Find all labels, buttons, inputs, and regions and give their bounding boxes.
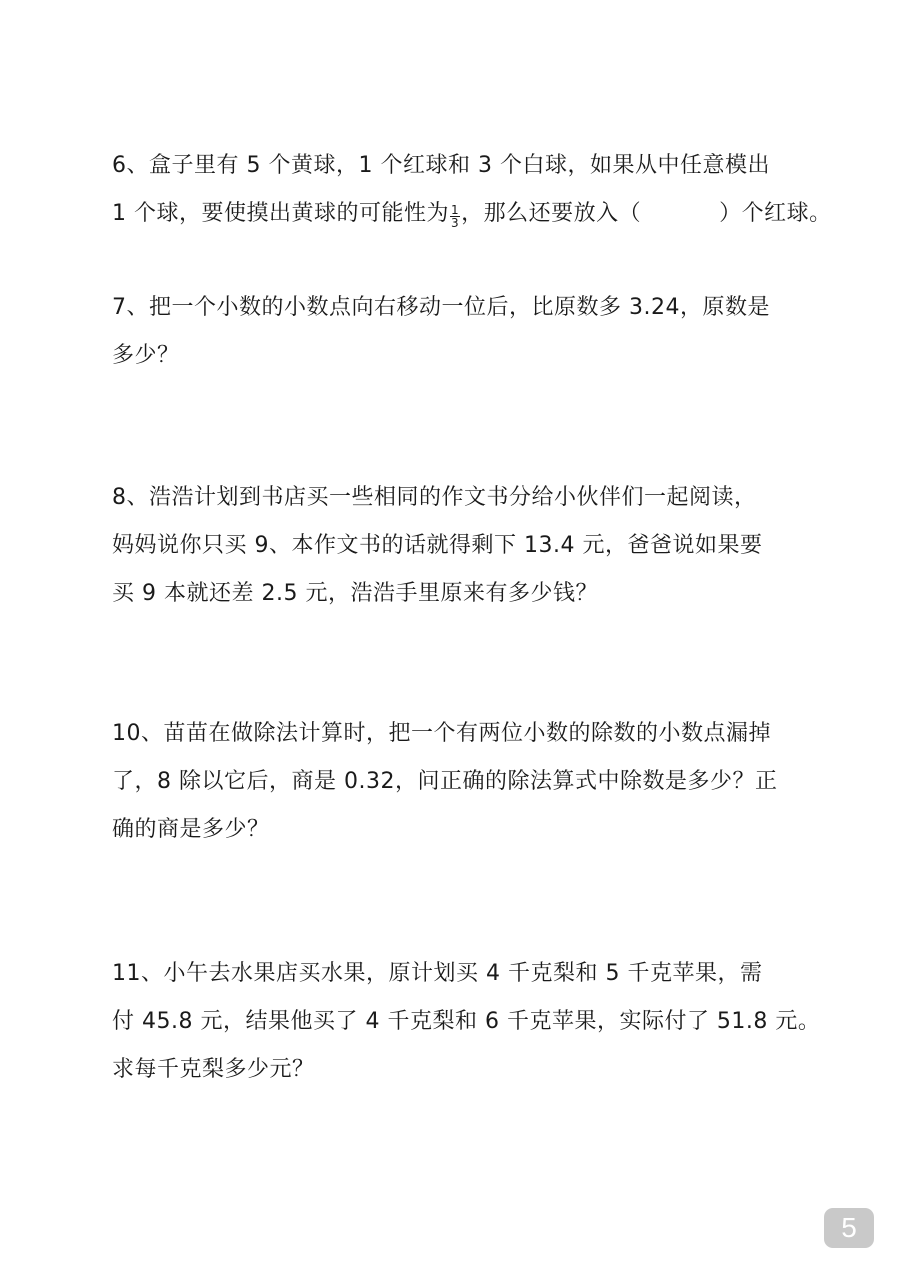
problem-8-line-1: 8、浩浩计划到书店买一些相同的作文书分给小伙伴们一起阅读， bbox=[112, 485, 757, 510]
problem-6-line-2-end: ）个红球。 bbox=[719, 201, 832, 226]
fraction-numerator: 1 bbox=[451, 202, 460, 217]
problem-10-line-3: 确的商是多少？ bbox=[112, 817, 270, 842]
fraction-one-third bbox=[450, 204, 460, 229]
problem-6-line-2-mid: ，那么还要放入（ bbox=[461, 201, 642, 226]
problem-7 bbox=[112, 284, 782, 380]
problem-10-line-1: 10、苗苗在做除法计算时，把一个有两位小数的除数的小数点漏掉 bbox=[112, 721, 771, 746]
problem-8 bbox=[112, 474, 782, 618]
problem-6 bbox=[112, 142, 832, 238]
problem-10 bbox=[112, 710, 782, 854]
problem-11 bbox=[112, 950, 821, 1094]
problem-7-line-1: 7、把一个小数的小数点向右移动一位后，比原数多 3.24，原数是 bbox=[112, 295, 770, 320]
page-number-badge: 5 bbox=[824, 1208, 874, 1248]
problem-6-line-2-text: 1 个球，要使摸出黄球的可能性为 bbox=[112, 201, 449, 226]
problem-10-line-2: 了，8 除以它后，商是 0.32，问正确的除法算式中除数是多少？正 bbox=[112, 769, 778, 794]
problem-11-line-3: 求每千克梨多少元？ bbox=[112, 1057, 315, 1082]
problem-11-line-1: 11、小午去水果店买水果，原计划买 4 千克梨和 5 千克苹果，需 bbox=[112, 961, 763, 986]
problem-6-line-1: 6、盒子里有 5 个黄球，1 个红球和 3 个白球，如果从中任意模出 bbox=[112, 153, 770, 178]
problem-8-line-2: 妈妈说你只买 9、本作文书的话就得剩下 13.4 元，爸爸说如果要 bbox=[112, 533, 763, 558]
problem-7-line-2: 多少？ bbox=[112, 343, 180, 368]
problem-11-line-2: 付 45.8 元，结果他买了 4 千克梨和 6 千克苹果，实际付了 51.8 元。 bbox=[112, 1009, 821, 1034]
problem-8-line-3: 买 9 本就还差 2.5 元，浩浩手里原来有多少钱？ bbox=[112, 581, 598, 606]
problem-6-line-2 bbox=[112, 190, 832, 238]
fraction-denominator: 3 bbox=[451, 215, 460, 230]
